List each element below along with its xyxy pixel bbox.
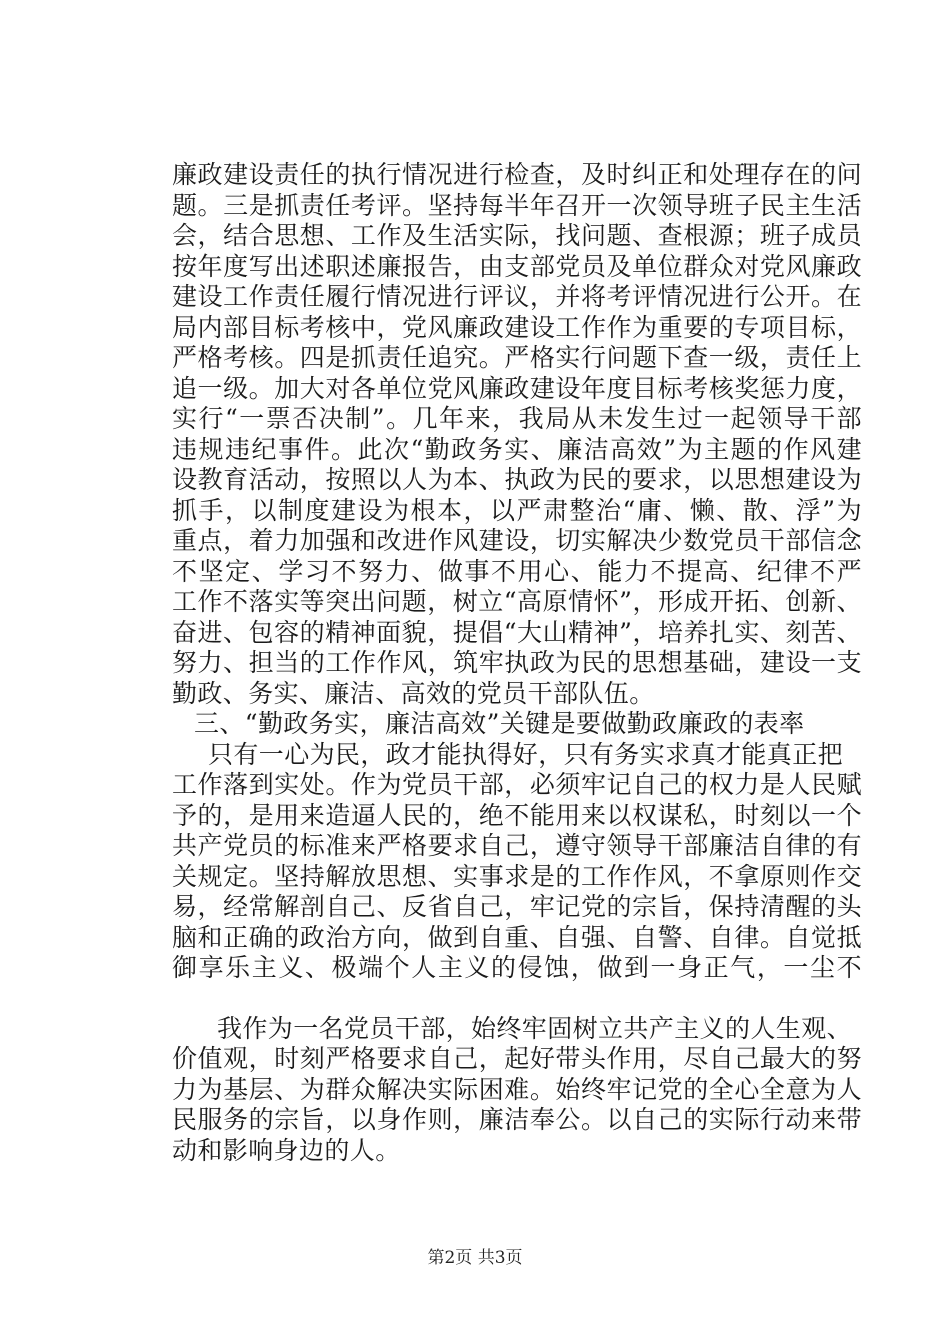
section-heading-3: 三、“勤政务实，廉洁高效”关键是要做勤政廉政的表率 [194, 709, 805, 738]
text-line: 廉政建设责任的执行情况进行检查，及时纠正和处理存在的问 [172, 160, 862, 189]
text-line: 局内部目标考核中，党风廉政建设工作作为重要的专项目标， [172, 312, 862, 342]
paragraph-responsibility [172, 160, 862, 709]
text-line: 追一级。加大对各单位党风廉政建设年度目标考核奖惩力度， [172, 373, 862, 403]
text-line: 工作不落实等突出问题，树立“高原情怀”，形成开拓、创新、 [172, 587, 862, 616]
text-line: 严格考核。四是抓责任追究。严格实行问题下查一级，责任上 [172, 343, 862, 372]
text-line: 工作落到实处。作为党员干部，必须牢记自己的权力是人民赋 [172, 770, 862, 799]
text-line: 重点，着力加强和改进作风建设，切实解决少数党员干部信念 [172, 526, 862, 555]
paragraph-gap [172, 984, 862, 1014]
text-line: 易，经常解剖自己、反省自己，牢记党的宗旨，保持清醒的头 [172, 892, 862, 921]
text-line: 按年度写出述职述廉报告，由支部党员及单位群众对党风廉政 [172, 251, 862, 281]
text-line: 会，结合思想、工作及生活实际，找问题、查根源；班子成员 [172, 221, 862, 250]
text-line: 价值观，时刻严格要求自己，起好带头作用，尽自己最大的努 [172, 1044, 862, 1073]
document-body [172, 160, 862, 1166]
text-line: 我作为一名党员干部，始终牢固树立共产主义的人生观、 [217, 1013, 853, 1043]
text-line: 关规定。坚持解放思想、实事求是的工作作风，不拿原则作交 [172, 861, 862, 891]
text-line: 只有一心为民，政才能执得好，只有务实求真才能真正把 [208, 739, 844, 769]
text-line: 御享乐主义、极端个人主义的侵蚀，做到一身正气，一尘不 [172, 953, 862, 982]
text-line: 勤政、务实、廉洁、高效的党员干部队伍。 [172, 678, 655, 708]
text-line: 建设工作责任履行情况进行评议，并将考评情况进行公开。在 [172, 282, 862, 311]
paragraph-personal [172, 1014, 862, 1167]
text-line: 违规违纪事件。此次“勤政务实、廉洁高效”为主题的作风建 [172, 434, 862, 464]
text-line: 努力、担当的工作作风，筑牢执政为民的思想基础，建设一支 [172, 648, 862, 677]
text-line: 设教育活动，按照以人为本、执政为民的要求，以思想建设为 [172, 465, 862, 494]
text-line: 实行“一票否决制”。几年来，我局从未发生过一起领导干部 [172, 404, 862, 433]
text-line: 抓手，以制度建设为根本，以严肃整治“庸、懒、散、浮”为 [172, 495, 862, 525]
text-line: 题。三是抓责任考评。坚持每半年召开一次领导班子民主生活 [172, 190, 862, 220]
text-line: 力为基层、为群众解决实际困难。始终牢记党的全心全意为人 [172, 1074, 862, 1104]
text-line: 予的，是用来造逼人民的，绝不能用来以权谋私，时刻以一个 [172, 800, 862, 830]
text-line: 共产党员的标准来严格要求自己，遵守领导干部廉洁自律的有 [172, 831, 862, 860]
text-line: 不坚定、学习不努力、做事不用心、能力不提高、纪律不严 [172, 556, 862, 586]
text-line: 民服务的宗旨，以身作则，廉洁奉公。以自己的实际行动来带 [172, 1105, 862, 1134]
paragraph-diligence [172, 740, 862, 984]
text-line: 脑和正确的政治方向，做到自重、自强、自警、自律。自觉抵 [172, 922, 862, 952]
page-number-footer: 第2页 共3页 [427, 1248, 523, 1268]
text-line: 奋进、包容的精神面貌，提倡“大山精神”，培养扎实、刻苦、 [172, 617, 862, 647]
text-line: 动和影响身边的人。 [172, 1135, 401, 1165]
